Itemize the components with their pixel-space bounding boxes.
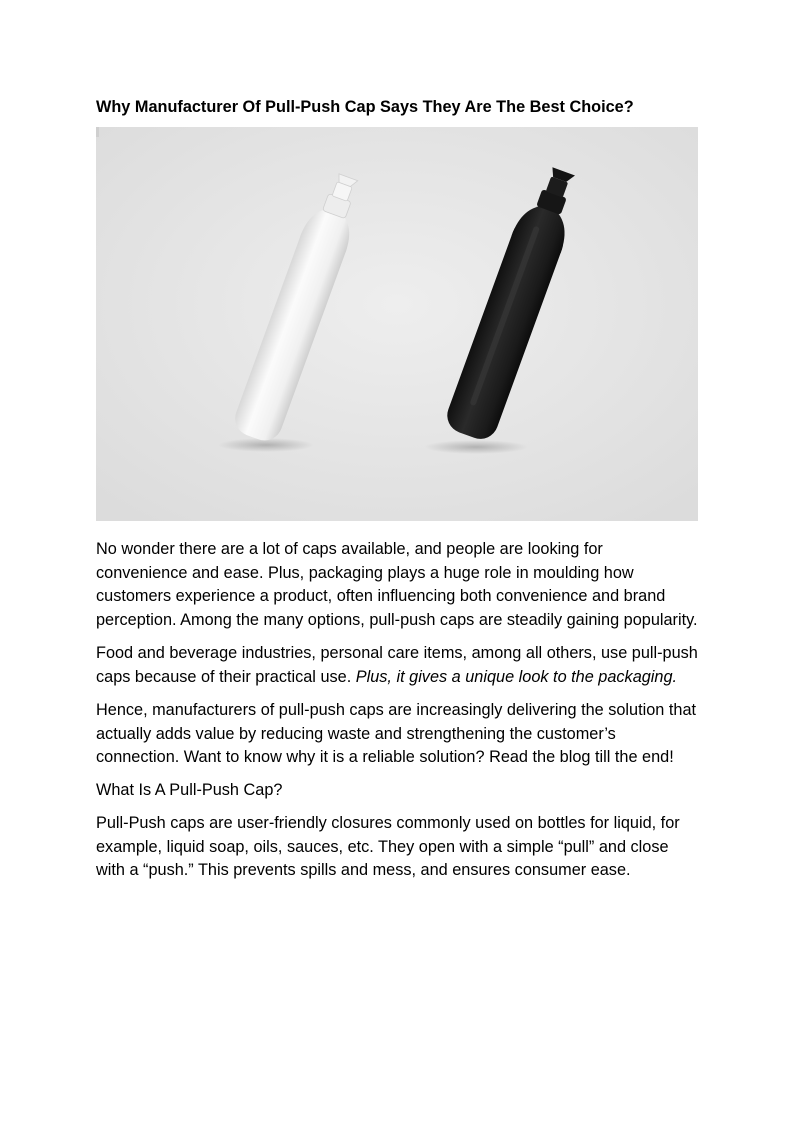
document-page [96, 96, 698, 883]
paragraph-industries-text: Food and beverage industries, personal care items, among all others, use pull-push caps because of their practical use. [96, 644, 698, 686]
paragraph-industries-italic: Plus, it gives a unique look to the packaging. [355, 667, 678, 686]
paragraph-manufacturers: Hence, manufacturers of pull-push caps are increasingly delivering the solution that actually adds value by reducing waste and strengthening the customer’s connection. Want to know why it is a reliable solution? Read the blog till the end! [96, 701, 697, 766]
article-title: Why Manufacturer Of Pull-Push Cap Says They Are The Best Choice? [96, 98, 634, 116]
paragraph-industries [96, 642, 698, 689]
paragraph-definition: Pull-Push caps are user-friendly closures commonly used on bottles for liquid, for example, liquid soap, oils, sauces, etc. They open with a simple “pull” and close with a “push.” This prevents spills and mess, and ensures consumer ease. [96, 814, 680, 879]
bottle-pair-image [96, 127, 698, 521]
paragraph-intro: No wonder there are a lot of caps available, and people are looking for convenience and ease. Plus, packaging plays a huge role in moulding how customers experience a product, often influencing both convenience and brand perception. Among the many options, pull-push caps are steadily gaining popularity. [96, 540, 698, 629]
section-subheading: What Is A Pull-Push Cap? [96, 780, 283, 799]
